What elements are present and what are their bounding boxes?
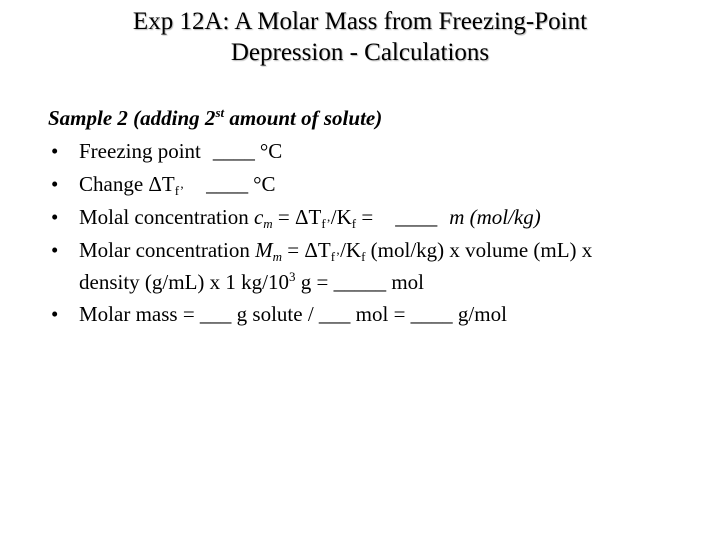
sample-heading-text: Sample 2 (adding 2 <box>48 106 216 130</box>
change-blank: ____ <box>206 172 249 196</box>
freezing-point-label: Freezing point <box>79 139 201 163</box>
molal-tf-subscript: f’ <box>321 216 331 231</box>
molal-blank: ____ <box>395 205 438 229</box>
molar-symbol: M <box>255 238 273 262</box>
title-line-1: Exp 12A: A Molar Mass from Freezing-Point <box>132 8 588 35</box>
title-line-2: Depression - Calculations <box>230 39 490 66</box>
molal-unit-m: m <box>449 205 465 229</box>
bullet-molal-concentration <box>48 201 688 234</box>
molal-symbol: c <box>253 205 264 229</box>
molal-symbol-subscript: m <box>263 216 273 231</box>
molal-label: Molal concentration <box>79 205 254 229</box>
molar-kf: /K <box>340 238 362 262</box>
molar-exponent: 3 <box>288 269 296 284</box>
molar-symbol-subscript: m <box>272 249 282 264</box>
change-label: Change ΔT <box>79 172 175 196</box>
slide-body <box>48 102 688 331</box>
calculation-list <box>48 135 688 331</box>
bullet-freezing-point <box>48 135 688 168</box>
sample-heading-rest: amount of solute) <box>224 106 383 130</box>
molar-rest-1: (mol/kg) x volume (mL) x <box>365 238 593 262</box>
bullet-molar-concentration <box>48 234 688 298</box>
molar-mass-text: Molar mass = ___ g solute / ___ mol = ____ g/mol <box>79 302 507 326</box>
molal-unit: (mol/kg) <box>469 205 541 229</box>
bullet-molar-mass <box>48 298 688 331</box>
freezing-point-blank: ____ <box>212 139 255 163</box>
molal-equals: = <box>356 205 374 229</box>
molal-kf-subscript: f <box>351 216 357 231</box>
change-subscript: f’ <box>174 183 185 198</box>
molal-equals-delta: = ΔT <box>272 205 322 229</box>
molal-kf: /K <box>330 205 352 229</box>
bullet-change-tf <box>48 168 688 201</box>
sample-heading <box>48 102 688 135</box>
ordinal-superscript: st <box>215 105 225 120</box>
molar-equals-delta: = ΔT <box>282 238 331 262</box>
molar-tf-subscript: f’ <box>330 249 341 264</box>
change-unit: °C <box>253 172 276 196</box>
slide-title <box>60 6 660 68</box>
molar-kf-subscript: f <box>361 249 366 264</box>
freezing-point-unit: °C <box>259 139 283 163</box>
molar-rest-2: density (g/mL) x 1 kg/10 <box>79 270 289 294</box>
molar-rest-3: g = _____ mol <box>295 270 424 294</box>
molar-label: Molar concentration <box>79 238 256 262</box>
